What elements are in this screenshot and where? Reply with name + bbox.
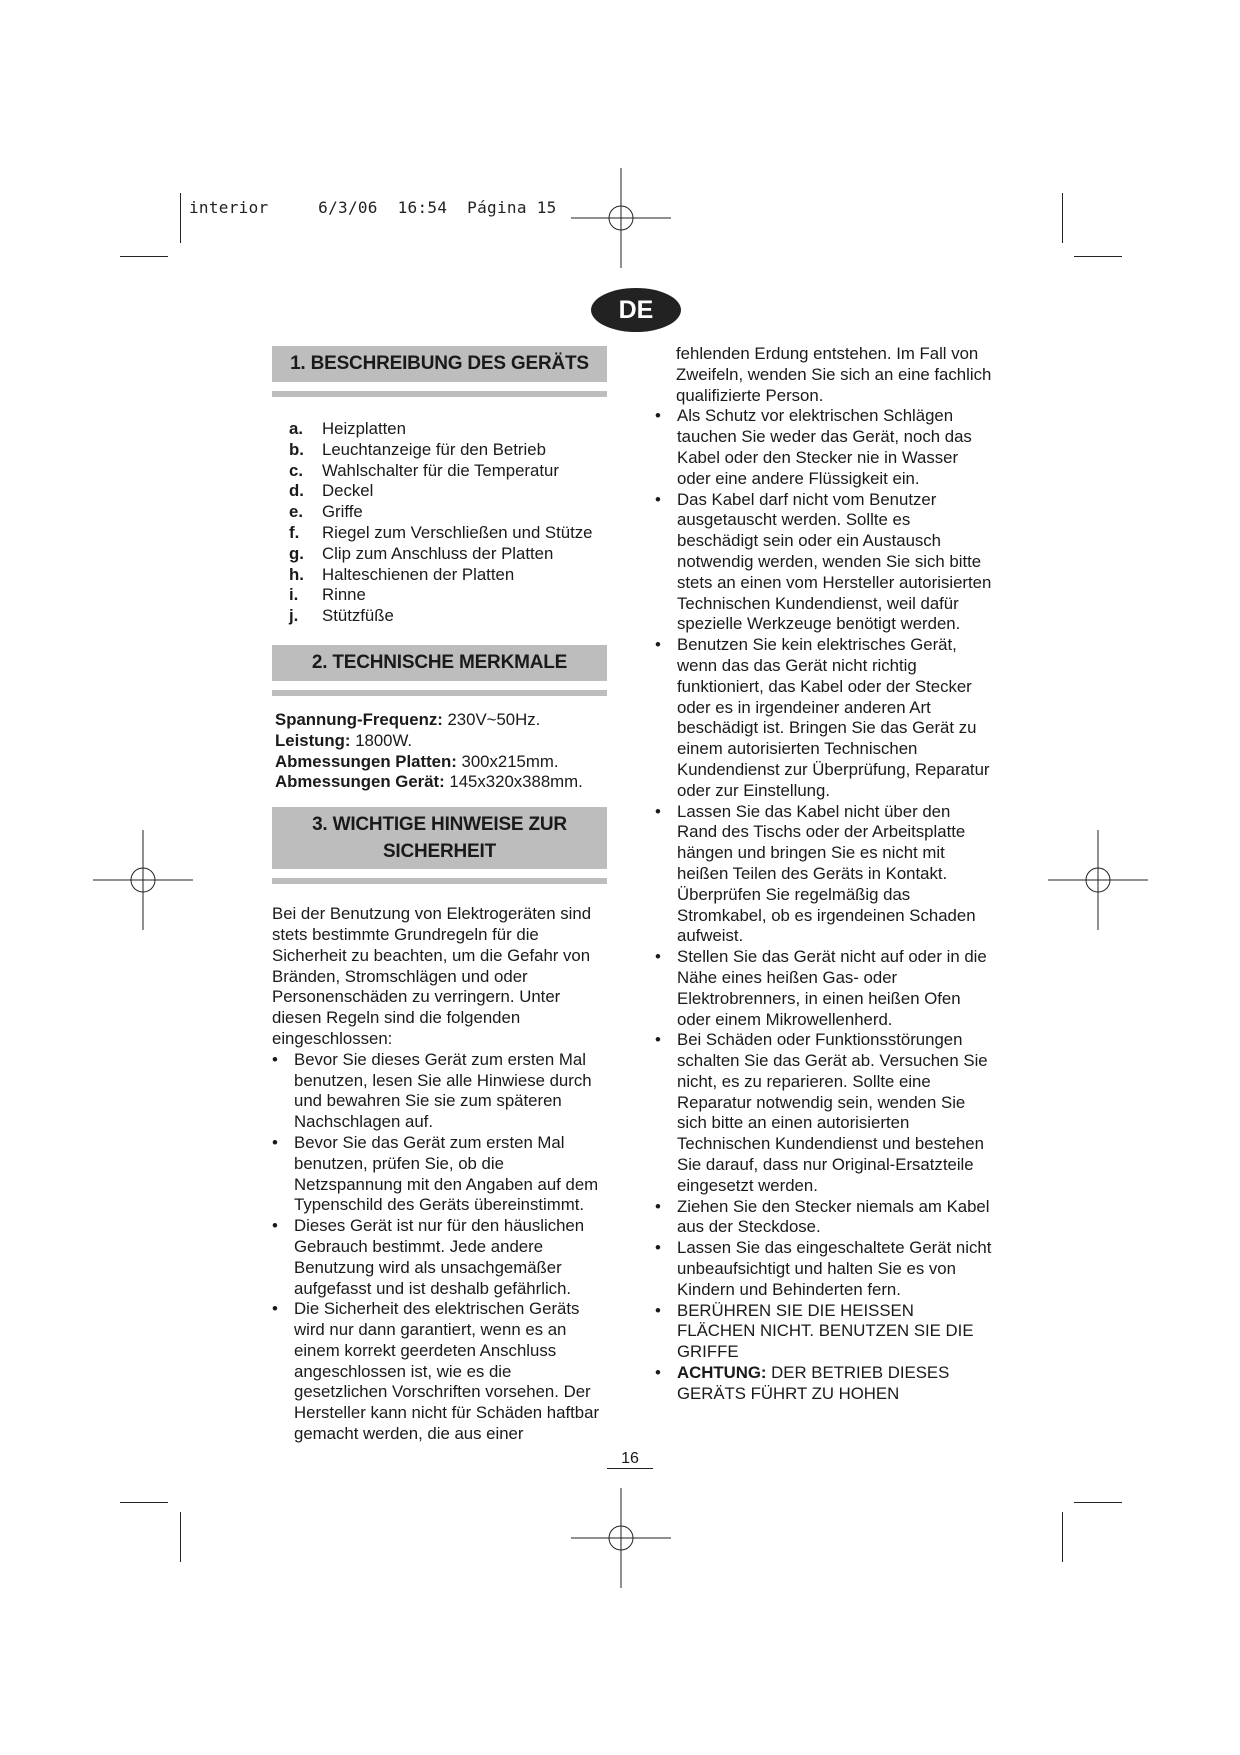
safety-intro: Bei der Benutzung von Elektrogeräten sind stets bestimmte Grundregeln für die Sicherheit zu beachten, um die Gefahr von Bränden, Stromschlägen und oder Personenschäden zu verringern. Unter diesen Regeln sind die folgenden eingeschlossen: [272,904,592,1048]
item-text: Wahlschalter für die Temperatur [322,460,559,480]
crop-mark-bottom-left-horizontal [120,1502,168,1503]
safety-bullets-right [655,406,995,1404]
list-item: • Stellen Sie das Gerät nicht auf oder in die Nähe eines heißen Gas- oder Elektrobrenners, in einen heißen Ofen oder einem Mikrowellenherd. [655,947,995,1030]
parts-list [272,419,607,627]
item-letter: c. [289,460,303,480]
print-slug [189,198,557,217]
left-column [272,346,607,1445]
item-letter: e. [289,502,303,522]
item-letter: a. [289,419,303,438]
list-item [289,481,607,502]
item-letter: f. [289,522,300,542]
crop-mark-bottom-right-vertical [1062,1512,1063,1562]
section2-heading: 2. TECHNISCHE MERKMALE [272,645,607,681]
section3-rule [272,878,607,884]
list-item [289,461,607,482]
spec-row [275,752,607,773]
slug-date: 6/3/06 [318,198,378,217]
item-text: Halteschienen der Platten [322,564,515,584]
slug-page-label: Página 15 [467,198,557,217]
spec-row [275,731,607,752]
list-item [655,1363,995,1405]
registration-mark-bottom [571,1488,671,1588]
item-text: Stützfüße [322,606,394,626]
spec-row [275,710,607,731]
list-item: • Benutzen Sie kein elektrisches Gerät, wenn das das Gerät nicht richtig funktioniert, das Kabel oder der Stecker oder es in irgendeiner anderen Art beschädigt ist. Bringen Sie das Gerät zu einem autorisierten Technischen Kundendienst zur Überprüfung, Reparatur oder zur Einstellung. [655,635,995,801]
section3-heading-line2: SICHERHEIT [382,841,497,863]
section2-rule [272,690,607,696]
list-item: • Die Sicherheit des elektrischen Geräts wird nur dann garantiert, wenn es an einem korrekt geerdeten Anschluss angeschlossen ist, wie es die gesetzlichen Vorschriften vorsehen. Der Hersteller kann nicht für Schäden haftbar gemacht werden, die aus einer [272,1299,607,1445]
item-letter: g. [289,543,304,563]
list-item [289,544,607,565]
spec-value: 230V~50Hz. [447,709,541,729]
list-item [289,419,607,440]
spec-list [272,710,607,793]
language-badge: DE [591,288,681,332]
registration-mark-top [571,168,671,268]
item-letter: h. [289,564,304,584]
item-letter: d. [289,481,304,501]
list-item: • Bei Schäden oder Funktionsstörungen schalten Sie das Gerät ab. Versuchen Sie nicht, es zu reparieren. Sollte eine Reparatur notwendig sein, wenden Sie sich bitte an einen autorisierten Technischen Kundendienst und bestehen Sie darauf, dass nur Original-Ersatzteile eingesetzt werden. [655,1030,995,1196]
list-item: • Als Schutz vor elektrischen Schlägen tauchen Sie weder das Gerät, noch das Kabel oder den Stecker nie in Wasser oder eine andere Flüssigkeit ein. [655,406,995,489]
item-text: Leuchtanzeige für den Betrieb [322,439,546,459]
warning-text: DER BETRIEB DIESES GERÄTS FÜHRT ZU HOHEN [677,1363,950,1403]
list-item: • BERÜHREN SIE DIE HEISSEN FLÄCHEN NICHT. BENUTZEN SIE DIE GRIFFE [655,1301,995,1363]
section1-heading: 1. BESCHREIBUNG DES GERÄTS [272,346,607,382]
list-item [289,565,607,586]
item-text: Riegel zum Verschließen und Stütze [322,522,593,542]
item-letter: j. [289,606,299,626]
slug-time: 16:54 [397,198,448,217]
section3-heading [272,807,607,869]
crop-mark-top-left-horizontal [120,256,168,257]
spec-label: Leistung: [275,730,351,750]
continued-paragraph: fehlenden Erdung entstehen. Im Fall von Zweifeln, wenden Sie sich an eine fachlich qualifizierte Person. [676,344,992,405]
list-item [289,523,607,544]
spec-row [275,772,607,793]
item-letter: b. [289,439,304,459]
warning-label: ACHTUNG: [677,1363,767,1383]
right-column [655,344,995,1405]
list-item [289,606,607,627]
registration-mark-right [1048,830,1148,930]
list-item [289,440,607,461]
crop-mark-bottom-right-horizontal [1074,1502,1122,1503]
safety-bullets-left [272,1050,607,1445]
page-number: 16 [607,1450,653,1469]
item-text: Clip zum Anschluss der Platten [322,543,554,563]
spec-label: Abmessungen Gerät: [275,772,445,792]
crop-mark-top-left-vertical [180,193,181,243]
crop-mark-top-right-vertical [1062,193,1063,243]
crop-mark-bottom-left-vertical [180,1512,181,1562]
spec-value: 1800W. [355,730,413,750]
item-text: Rinne [322,585,366,605]
spec-value: 145x320x388mm. [449,772,583,792]
spec-label: Abmessungen Platten: [275,751,457,771]
item-text: Griffe [322,502,363,522]
spec-value: 300x215mm. [461,751,559,771]
item-text: Heizplatten [322,419,406,438]
list-item [289,502,607,523]
item-letter: i. [289,585,299,605]
slug-name: interior [189,198,269,217]
section3-heading-line1: 3. WICHTIGE HINWEISE ZUR [312,814,567,836]
list-item: • Lassen Sie das eingeschaltete Gerät nicht unbeaufsichtigt und halten Sie es von Kindern und Behinderten fern. [655,1238,995,1300]
list-item: • Lassen Sie das Kabel nicht über den Rand des Tischs oder der Arbeitsplatte hängen und bringen Sie es nicht mit heißen Teilen des Geräts in Kontakt. Überprüfen Sie regelmäßig das Stromkabel, ob es irgendeinen Schaden aufweist. [655,802,995,948]
list-item: • Bevor Sie das Gerät zum ersten Mal benutzen, prüfen Sie, ob die Netzspannung mit den Angaben auf dem Typenschild des Geräts übereinstimmt. [272,1133,607,1216]
list-item: • Ziehen Sie den Stecker niemals am Kabel aus der Steckdose. [655,1197,995,1239]
crop-mark-top-right-horizontal [1074,256,1122,257]
registration-mark-left [93,830,193,930]
section1-rule [272,391,607,397]
list-item: • Das Kabel darf nicht vom Benutzer ausgetauscht werden. Sollte es beschädigt sein oder ein Austausch notwendig werden, wenden Sie sich bitte stets an einen vom Hersteller autorisierten Technischen Kundendienst, weil dafür spezielle Werkzeuge benötigt werden. [655,490,995,636]
list-item: • Bevor Sie dieses Gerät zum ersten Mal benutzen, lesen Sie alle Hinwiese durch und bewahren Sie sie zum späteren Nachschlagen auf. [272,1050,607,1133]
list-item: • Dieses Gerät ist nur für den häuslichen Gebrauch bestimmt. Jede andere Benutzung wird als unsachgemäßer aufgefasst und ist deshalb gefährlich. [272,1216,607,1299]
list-item [289,585,607,606]
item-text: Deckel [322,481,374,501]
spec-label: Spannung-Frequenz: [275,709,443,729]
